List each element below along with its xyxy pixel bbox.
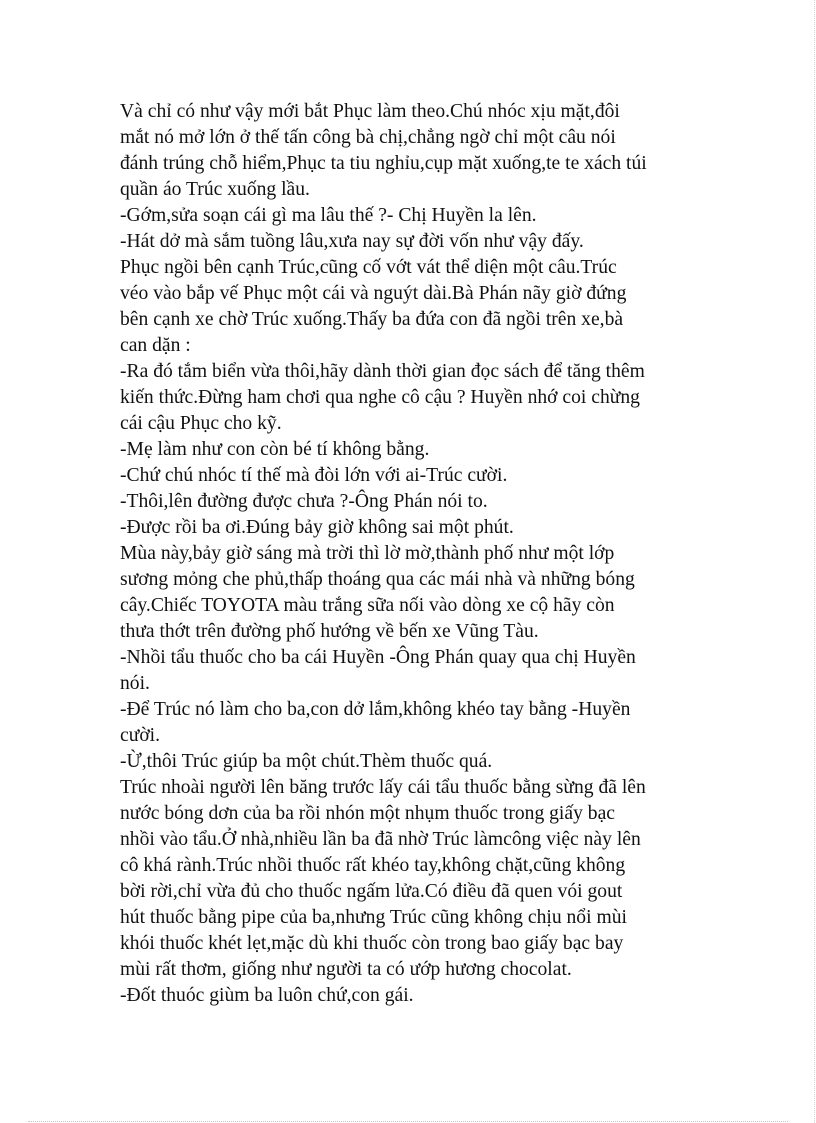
document-body [120,99,700,1009]
text-line: khói thuốc khét lẹt,mặc dù khi thuốc còn trong bao giấy bạc bay [120,933,624,954]
text-line: -Nhồi tẩu thuốc cho ba cái Huyền -Ông Phán quay qua chị Huyền [120,647,636,668]
text-line: -Mẹ làm như con còn bé tí không bằng. [120,439,430,460]
text-line: nước bóng dơn của ba rồi nhón một nhụm thuốc trong giấy bạc [120,803,615,824]
text-line: nhồi vào tẩu.Ở nhà,nhiều lần ba đã nhờ Trúc làmcông việc này lên [120,829,641,850]
text-line: cái cậu Phục cho kỹ. [120,413,282,434]
text-line: mùi rất thơm, giống như người ta có ướp hương chocolat. [120,959,572,980]
text-line: cây.Chiếc TOYOTA màu trắng sữa nối vào dòng xe cộ hãy còn [120,595,615,616]
text-line: cười. [120,725,161,746]
text-line: sương mỏng che phủ,thấp thoáng qua các mái nhà và những bóng [120,569,635,590]
text-line: nói. [120,673,150,694]
text-line: véo vào bắp vế Phục một cái và nguýt dài.Bà Phán nãy giờ đứng [120,283,627,304]
text-line: Mùa này,bảy giờ sáng mà trời thì lờ mờ,thành phố như một lớp [120,543,615,564]
page-right-border [814,0,815,1123]
text-line: đánh trúng chỗ hiểm,Phục ta tiu nghỉu,cụp mặt xuống,te te xách túi [120,153,647,174]
text-line: -Được rồi ba ơi.Đúng bảy giờ không sai một phút. [120,517,514,538]
text-line: -Chứ chú nhóc tí thế mà đòi lớn với ai-Trúc cười. [120,465,508,486]
text-line: quần áo Trúc xuống lầu. [120,179,310,200]
text-line: thưa thớt trên đường phố hướng về bến xe Vũng Tàu. [120,621,539,642]
text-line: cô khá rành.Trúc nhồi thuốc rất khéo tay,không chặt,cũng không [120,855,626,876]
text-line: bời rời,chỉ vừa đủ cho thuốc ngấm lửa.Có điều đã quen vói gout [120,881,623,902]
text-line: kiến thức.Đừng ham chơi qua nghe cô cậu ? Huyền nhớ coi chừng [120,387,640,408]
text-line: -Thôi,lên đường được chưa ?-Ông Phán nói to. [120,491,488,512]
text-line: -Ừ,thôi Trúc giúp ba một chút.Thèm thuốc quá. [120,751,493,772]
text-line: can dặn : [120,335,191,356]
text-line: -Đốt thuóc giùm ba luôn chứ,con gái. [120,985,414,1006]
text-line: Phục ngồi bên cạnh Trúc,cũng cố vớt vát thể diện một câu.Trúc [120,257,617,278]
text-line: -Ra đó tắm biển vừa thôi,hãy dành thời gian đọc sách để tăng thêm [120,361,645,382]
text-line: Trúc nhoài người lên băng trước lấy cái tẩu thuốc bằng sừng đã lên [120,777,646,798]
text-line: mắt nó mở lớn ở thế tấn công bà chị,chẳng ngờ chỉ một câu nói [120,127,616,148]
text-line: bên cạnh xe chờ Trúc xuống.Thấy ba đứa con đã ngồi trên xe,bà [120,309,624,330]
page-bottom-border [28,1121,788,1122]
text-line: Và chỉ có như vậy mới bắt Phục làm theo.Chú nhóc xịu mặt,đôi [120,101,620,122]
text-line: -Gớm,sửa soạn cái gì ma lâu thế ?- Chị Huyền la lên. [120,205,537,226]
text-line: -Để Trúc nó làm cho ba,con dở lắm,không khéo tay bằng -Huyền [120,699,631,720]
text-line: hút thuốc bằng pipe của ba,nhưng Trúc cũng không chịu nổi mùi [120,907,627,928]
text-line: -Hát dở mà sắm tuồng lâu,xưa nay sự đời vốn như vậy đấy. [120,231,584,252]
